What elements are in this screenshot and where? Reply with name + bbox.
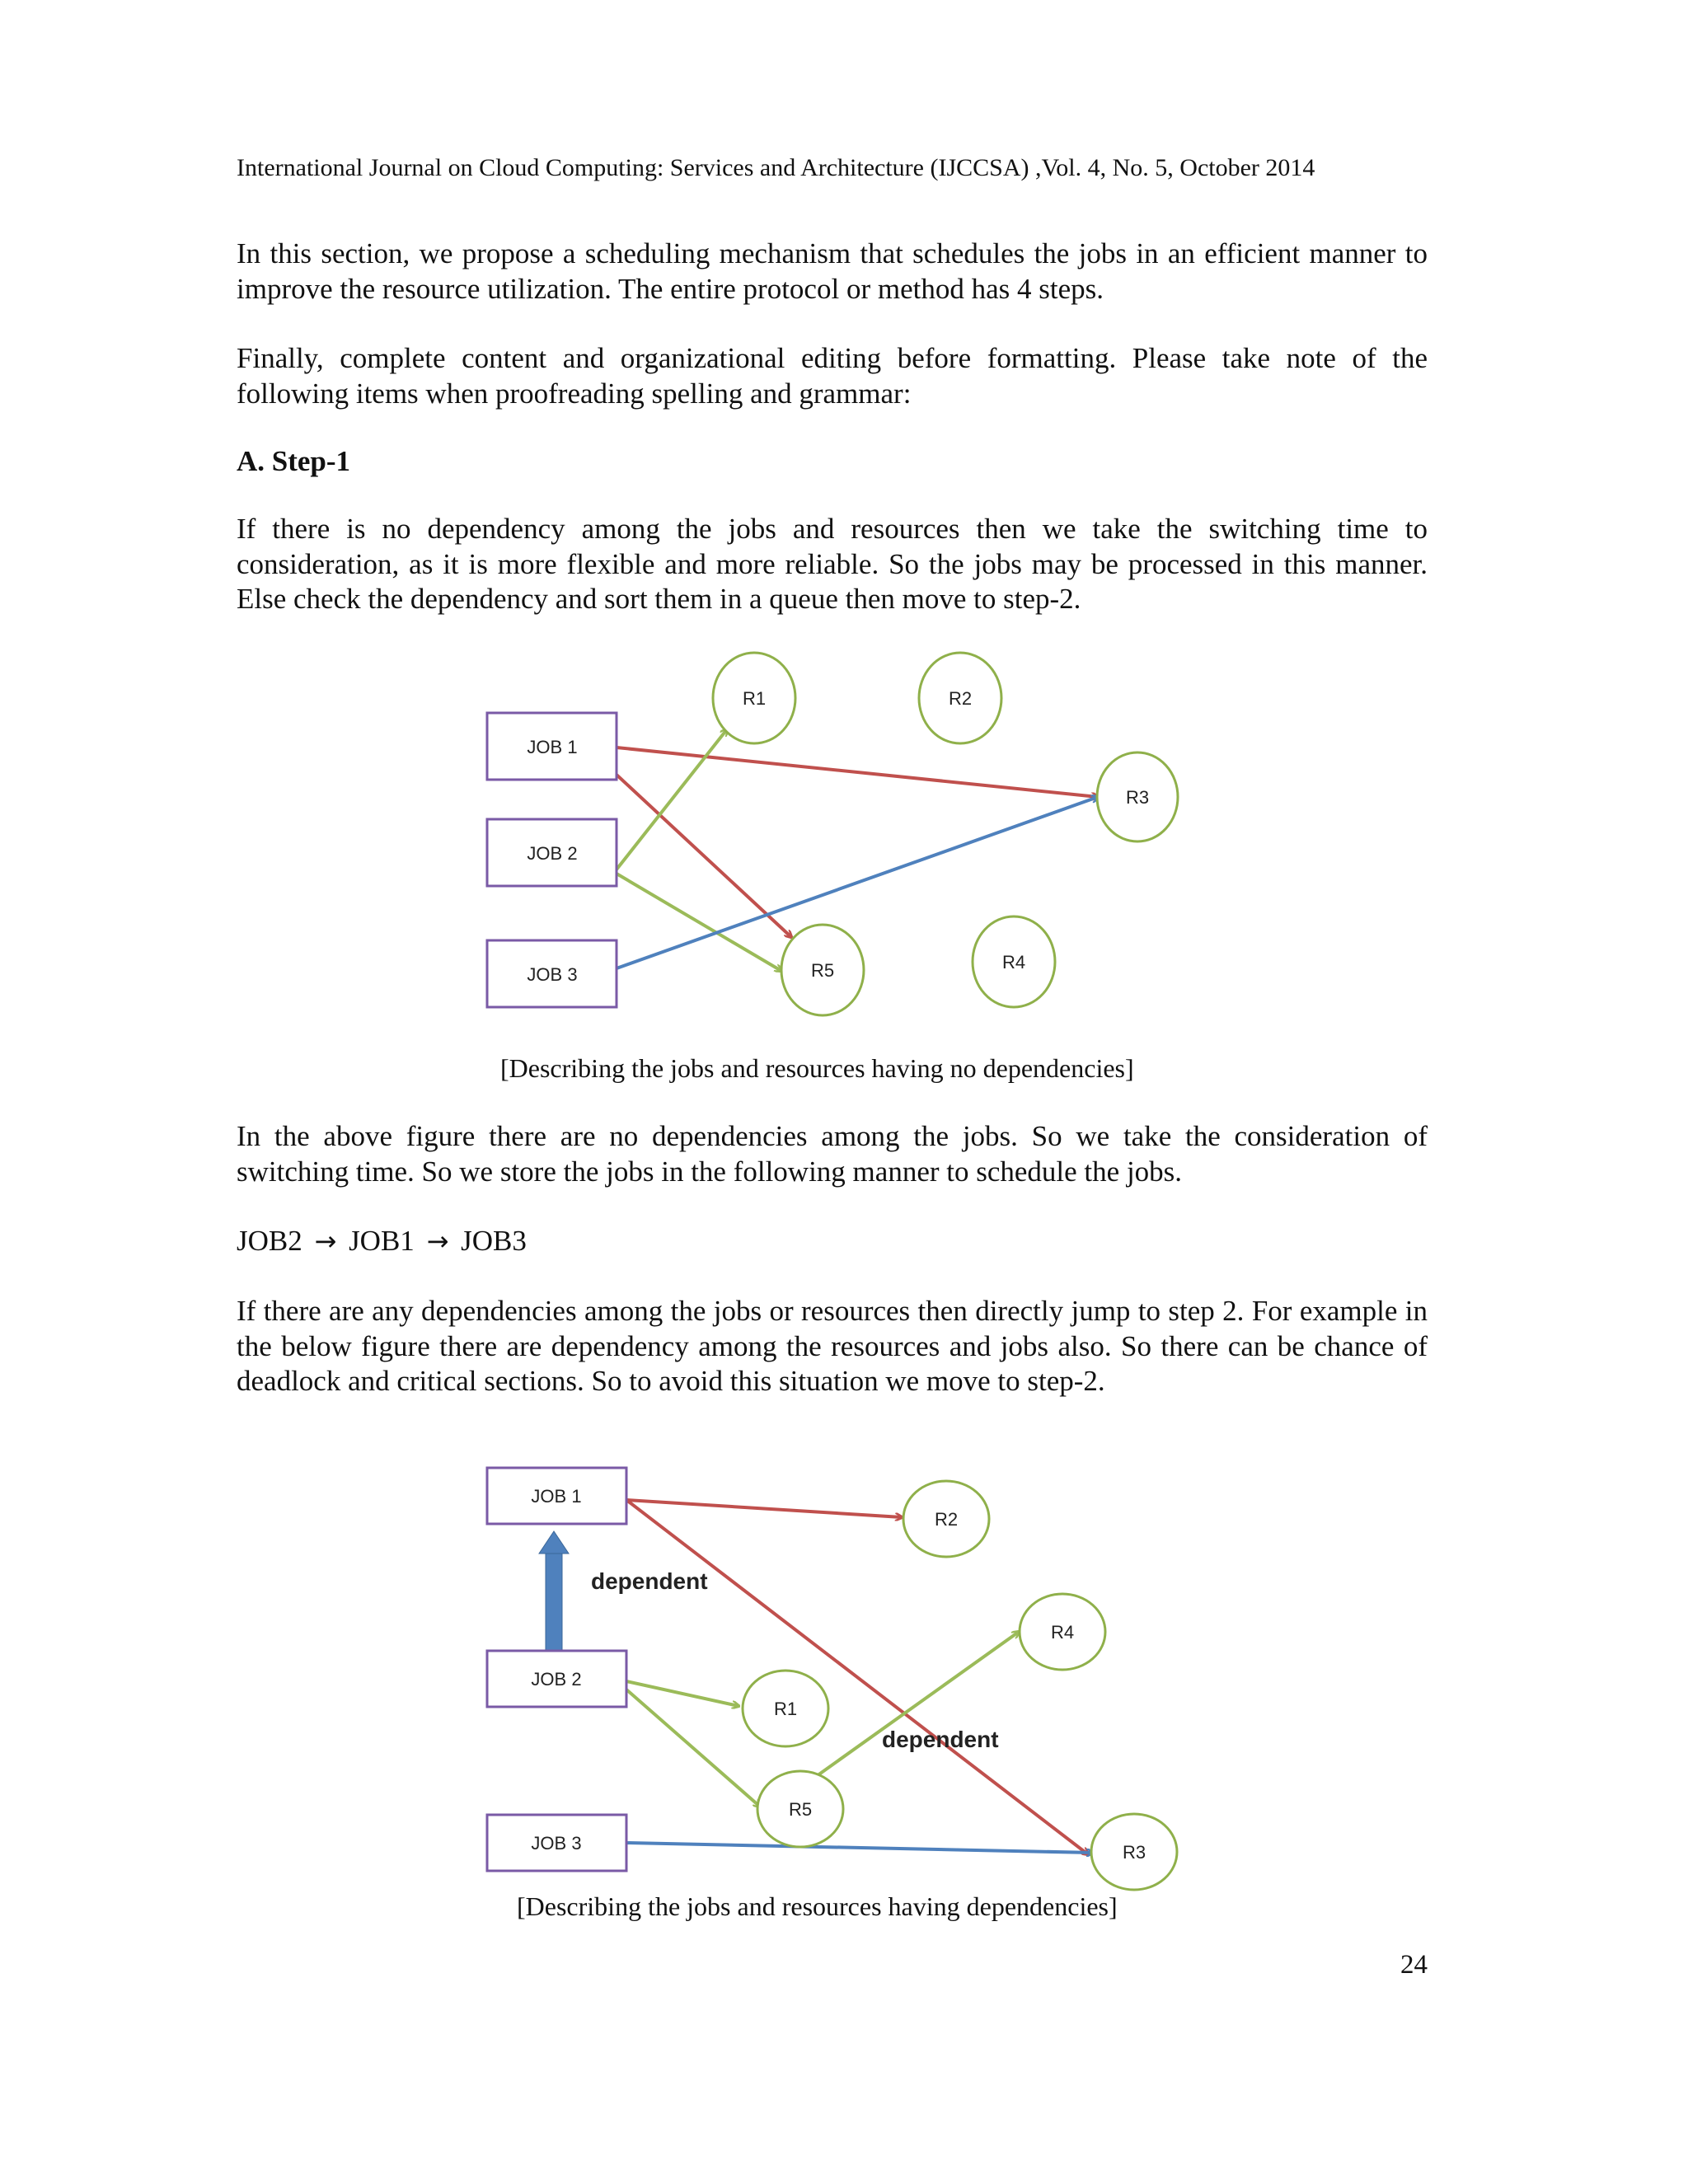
section-heading: A. Step-1 [237,445,351,477]
figure1-caption: [Describing the jobs and resources having no dependencies] [500,1053,1134,1083]
job-order-chain [237,1224,527,1258]
job-node-2 [487,1651,626,1707]
svg-text:R2: R2 [948,688,973,709]
svg-text:R5: R5 [788,1799,813,1820]
paragraph-editing: Finally, complete content and organizational editing before formatting. Please take note of the following items when proofreading spelling and grammar: [237,342,1428,410]
resource-node-r3 [1091,1814,1177,1890]
resource-node-r1 [713,653,795,743]
job-node-1 [487,713,617,780]
svg-text:R1: R1 [742,688,767,709]
edge-job2-r5 [626,1690,760,1807]
job-label-1: JOB 1 [527,737,578,757]
edge-job2-r5 [617,874,781,971]
edge-job1-r5 [617,775,791,937]
job-label-3: JOB 3 [531,1833,582,1854]
chain-job-a: JOB2 [237,1225,302,1257]
right-arrow-icon: → [426,1226,449,1257]
svg-text:R3: R3 [1122,1842,1146,1863]
figure2-caption: [Describing the jobs and resources having dependencies] [517,1891,1118,1921]
job-node-2 [487,819,617,886]
page-number: 24 [1400,1950,1428,1980]
svg-text:R5: R5 [810,960,835,981]
job-label-3: JOB 3 [527,964,578,985]
svg-text:R4: R4 [1050,1622,1075,1643]
svg-text:R4: R4 [1001,952,1026,972]
edge-job1-r3 [617,748,1098,797]
resource-node-r5 [781,925,864,1015]
resource-node-r4 [1020,1594,1105,1670]
figure-with-dependencies [462,1451,1203,1896]
job-node-3 [487,1815,626,1871]
paragraph-with-deps: If there are any dependencies among the jobs or resources then directly jump to step 2. For example in the below figure there are dependency among the resources and jobs also. So there can be chance of deadlock and critical sections. So to avoid this situation we move to step-2. [237,1295,1428,1397]
edge-job1-r3 [626,1500,1088,1854]
resource-node-r1 [743,1671,828,1746]
dependent-label-1: dependent [591,1568,708,1594]
resource-node-r3 [1097,752,1178,841]
journal-header: International Journal on Cloud Computing: Services and Architecture (IJCCSA) ,Vol. 4, No. 5, October 2014 [237,154,1315,181]
dependent-label-2: dependent [882,1727,999,1752]
chain-job-b: JOB1 [349,1225,415,1257]
right-arrow-icon: → [314,1226,337,1257]
job-label-2: JOB 2 [527,843,578,864]
svg-text:R3: R3 [1125,787,1150,808]
resource-node-r2 [903,1481,989,1557]
svg-text:R1: R1 [773,1699,798,1719]
paragraph-no-deps: In the above figure there are no dependencies among the jobs. So we take the consideration of switching time. So we store the jobs in the following manner to schedule the jobs. [237,1120,1428,1188]
resource-node-r2 [919,653,1001,743]
job-label-1: JOB 1 [531,1486,582,1507]
resource-node-r4 [973,916,1055,1007]
job-label-2: JOB 2 [531,1669,582,1690]
resource-node-r5 [757,1771,843,1847]
edge-job1-r2 [626,1500,902,1517]
edge-r5-r4 [814,1632,1019,1778]
chain-job-c: JOB3 [461,1225,527,1257]
job-node-1 [487,1468,626,1524]
job-node-3 [487,940,617,1007]
paragraph-step1: If there is no dependency among the jobs and resources then we take the switching time to consideration, as it is more flexible and more reliable. So the jobs may be processed in this manner. Else check the dependency and sort them in a queue then move to step-2. [237,513,1428,615]
figure-no-dependencies [462,635,1203,1030]
svg-text:R2: R2 [934,1509,959,1530]
edge-job3-r3 [626,1843,1093,1853]
paragraph-intro: In this section, we propose a scheduling mechanism that schedules the jobs in an efficient manner to improve the resource utilization. The entire protocol or method has 4 steps. [237,237,1428,305]
